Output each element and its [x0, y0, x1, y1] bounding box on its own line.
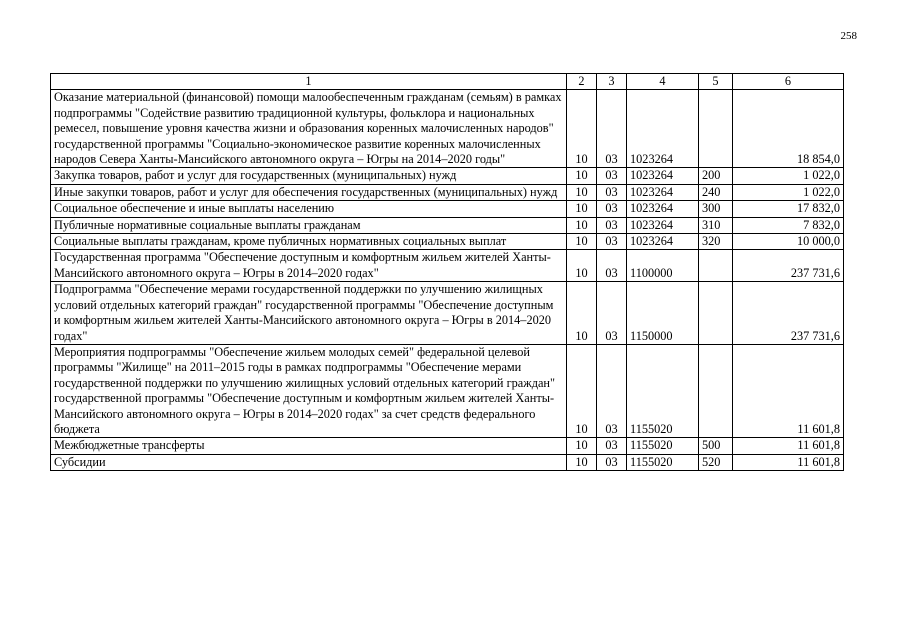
- row-name-cell: Межбюджетные трансферты: [51, 438, 567, 454]
- header-cell: 4: [627, 74, 699, 90]
- row-subsection-cell: 03: [597, 344, 627, 437]
- budget-table: [50, 73, 844, 471]
- row-subsection-cell: 03: [597, 168, 627, 184]
- table-row: [51, 168, 844, 184]
- row-section-cell: 10: [567, 234, 597, 250]
- row-name-cell: Подпрограмма "Обеспечение мерами государственной поддержки по улучшению жилищных условий отдельных категорий граждан" государственной программы "Обеспечение доступным и комфортным жильем жителей Ханты-Мансийского автономного округа – Югры в 2014–2020 годах": [51, 282, 567, 345]
- row-subsection-cell: 03: [597, 454, 627, 470]
- row-target-code-cell: 1023264: [627, 168, 699, 184]
- table-row: [51, 438, 844, 454]
- row-subsection-cell: 03: [597, 438, 627, 454]
- row-section-cell: 10: [567, 90, 597, 168]
- row-target-code-cell: 1023264: [627, 201, 699, 217]
- row-subsection-cell: 03: [597, 184, 627, 200]
- table-row: [51, 201, 844, 217]
- row-name-cell: Субсидии: [51, 454, 567, 470]
- table-row: [51, 282, 844, 345]
- row-amount-cell: 237 731,6: [733, 282, 844, 345]
- row-target-code-cell: 1155020: [627, 344, 699, 437]
- row-subsection-cell: 03: [597, 234, 627, 250]
- header-cell: 2: [567, 74, 597, 90]
- row-amount-cell: 11 601,8: [733, 454, 844, 470]
- table-row: [51, 184, 844, 200]
- table-row: [51, 250, 844, 282]
- row-section-cell: 10: [567, 454, 597, 470]
- row-amount-cell: 18 854,0: [733, 90, 844, 168]
- row-section-cell: 10: [567, 344, 597, 437]
- row-section-cell: 10: [567, 201, 597, 217]
- row-target-code-cell: 1150000: [627, 282, 699, 345]
- row-expense-type-cell: 500: [699, 438, 733, 454]
- row-section-cell: 10: [567, 438, 597, 454]
- row-name-cell: Закупка товаров, работ и услуг для государственных (муниципальных) нужд: [51, 168, 567, 184]
- header-cell: 6: [733, 74, 844, 90]
- row-amount-cell: 11 601,8: [733, 344, 844, 437]
- row-subsection-cell: 03: [597, 250, 627, 282]
- row-amount-cell: 1 022,0: [733, 168, 844, 184]
- row-expense-type-cell: 200: [699, 168, 733, 184]
- row-expense-type-cell: [699, 282, 733, 345]
- row-target-code-cell: 1023264: [627, 234, 699, 250]
- row-target-code-cell: 1023264: [627, 90, 699, 168]
- row-name-cell: Государственная программа "Обеспечение доступным и комфортным жильем жителей Ханты-Мансийского автономного округа – Югры в 2014–2020 годах": [51, 250, 567, 282]
- header-cell: 5: [699, 74, 733, 90]
- row-target-code-cell: 1155020: [627, 454, 699, 470]
- table-row: [51, 217, 844, 233]
- row-amount-cell: 7 832,0: [733, 217, 844, 233]
- row-name-cell: Иные закупки товаров, работ и услуг для обеспечения государственных (муниципальных) нужд: [51, 184, 567, 200]
- row-subsection-cell: 03: [597, 201, 627, 217]
- row-section-cell: 10: [567, 184, 597, 200]
- row-expense-type-cell: 520: [699, 454, 733, 470]
- row-target-code-cell: 1100000: [627, 250, 699, 282]
- header-row: [51, 74, 844, 90]
- row-name-cell: Оказание материальной (финансовой) помощи малообеспеченным гражданам (семьям) в рамках подпрограммы "Содействие развитию традиционной культуры, фольклора и национальных ремесел, повышение уровня качества жизни и образования коренных малочисленных народов" государственной программы "Социально-экономическое развитие коренных малочисленных народов Севера Ханты-Мансийского автономного округа – Югры на 2014–2020 годы": [51, 90, 567, 168]
- row-name-cell: Публичные нормативные социальные выплаты гражданам: [51, 217, 567, 233]
- header-cell: 3: [597, 74, 627, 90]
- row-name-cell: Социальные выплаты гражданам, кроме публичных нормативных социальных выплат: [51, 234, 567, 250]
- row-section-cell: 10: [567, 168, 597, 184]
- table-row: [51, 90, 844, 168]
- row-expense-type-cell: 300: [699, 201, 733, 217]
- row-target-code-cell: 1155020: [627, 438, 699, 454]
- page-number: 258: [840, 30, 857, 42]
- row-amount-cell: 17 832,0: [733, 201, 844, 217]
- row-expense-type-cell: 310: [699, 217, 733, 233]
- row-amount-cell: 237 731,6: [733, 250, 844, 282]
- row-expense-type-cell: [699, 90, 733, 168]
- table-row: [51, 454, 844, 470]
- row-amount-cell: 11 601,8: [733, 438, 844, 454]
- table-row: [51, 344, 844, 437]
- row-section-cell: 10: [567, 250, 597, 282]
- row-name-cell: Социальное обеспечение и иные выплаты населению: [51, 201, 567, 217]
- row-target-code-cell: 1023264: [627, 217, 699, 233]
- row-name-cell: Мероприятия подпрограммы "Обеспечение жильем молодых семей" федеральной целевой программы "Жилище" на 2011–2015 годы в рамках подпрограммы "Обеспечение мерами государственной поддержки по улучшению жилищных условий отдельных категорий граждан" государственной программы "Обеспечение доступным и комфортным жильем жителей Ханты-Мансийского автономного округа – Югры в 2014–2020 годах" за счет средств федерального бюджета: [51, 344, 567, 437]
- row-subsection-cell: 03: [597, 90, 627, 168]
- header-cell: 1: [51, 74, 567, 90]
- row-section-cell: 10: [567, 282, 597, 345]
- row-expense-type-cell: 320: [699, 234, 733, 250]
- row-subsection-cell: 03: [597, 217, 627, 233]
- row-expense-type-cell: 240: [699, 184, 733, 200]
- row-subsection-cell: 03: [597, 282, 627, 345]
- row-amount-cell: 10 000,0: [733, 234, 844, 250]
- row-section-cell: 10: [567, 217, 597, 233]
- row-expense-type-cell: [699, 250, 733, 282]
- row-amount-cell: 1 022,0: [733, 184, 844, 200]
- row-target-code-cell: 1023264: [627, 184, 699, 200]
- row-expense-type-cell: [699, 344, 733, 437]
- table-row: [51, 234, 844, 250]
